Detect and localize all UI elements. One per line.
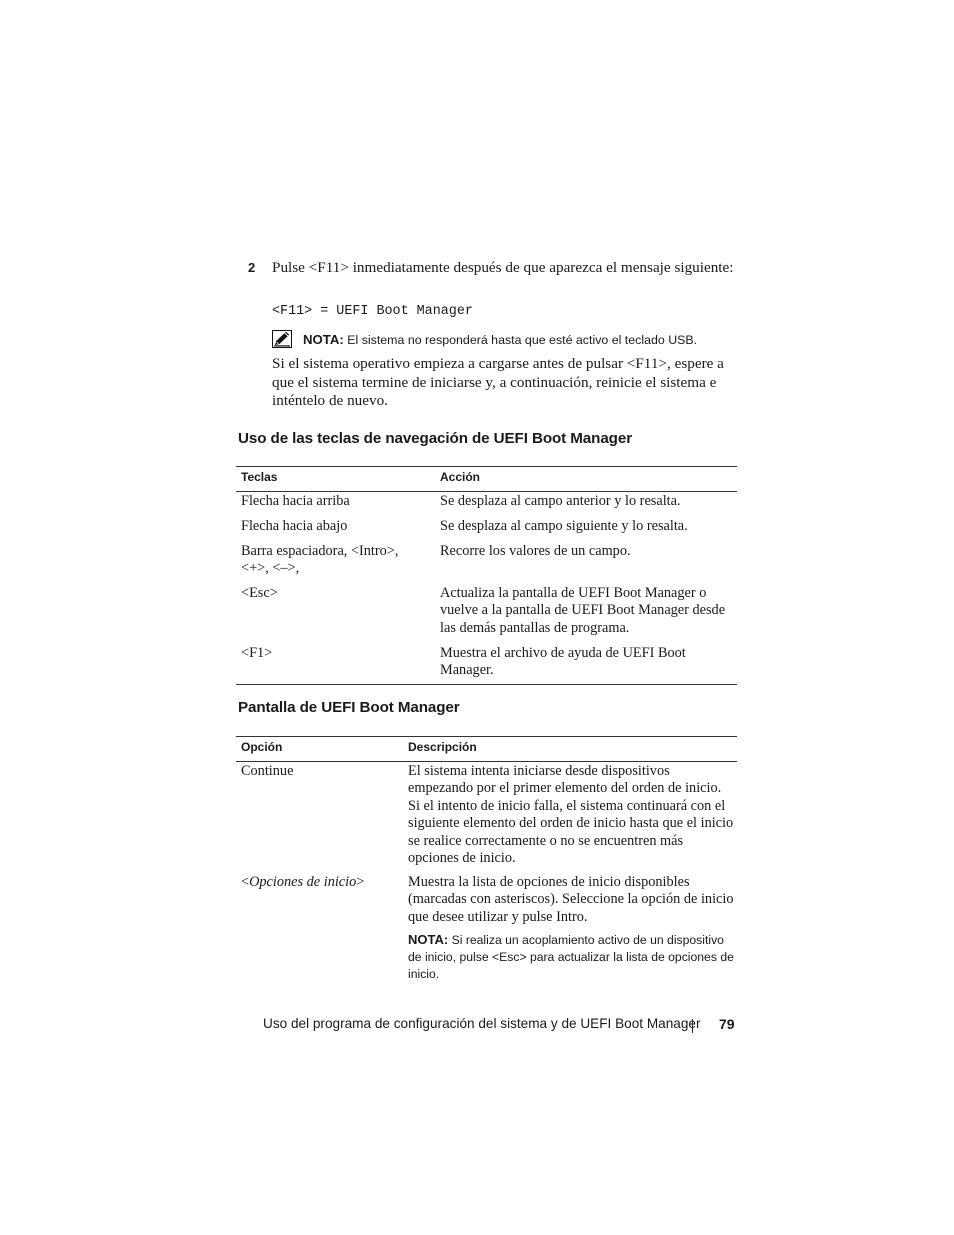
note-text: Si realiza un acoplamiento activo de un dispositivo de inicio, pulse <Esc> para actualizar la lista de opciones de inicio. (408, 933, 734, 981)
column-header-action: Acción (440, 470, 481, 484)
table-rule (236, 736, 737, 737)
section-heading-boot-manager-screen: Pantalla de UEFI Boot Manager (238, 699, 460, 716)
note-label: NOTA: (408, 932, 449, 947)
table-cell-key: Flecha hacia abajo (241, 518, 348, 534)
note-block (272, 330, 738, 350)
table-cell-action: Se desplaza al campo anterior y lo resalta. (440, 493, 681, 509)
table-rule (236, 684, 737, 685)
table-cell-description: El sistema intenta iniciarse desde dispositivos empezando por el primer elemento del orden de inicio. Si el intento de inicio falla, el sistema continuará con el siguiente elemento del orden de inicio hasta que el inicio se realice correctamente o no se encuentren más opciones de inicio. (408, 763, 734, 867)
table-cell-action: Se desplaza al campo siguiente y lo resalta. (440, 518, 688, 534)
table-cell-action: Recorre los valores de un campo. (440, 543, 631, 559)
table-rule (236, 761, 737, 762)
note-text: El sistema no responderá hasta que esté activo el teclado USB. (347, 333, 698, 347)
table-cell-option: Continue (241, 763, 294, 779)
boot-manager-options-table (236, 736, 737, 986)
table-note (408, 931, 735, 983)
column-header-description: Descripción (408, 740, 477, 754)
table-rule (236, 491, 737, 492)
step-text: Pulse <F11> inmediatamente después de que aparezca el mensaje siguiente: (272, 259, 734, 276)
pencil-note-icon (272, 330, 292, 348)
code-message: <F11> = UEFI Boot Manager (272, 304, 473, 319)
note-label: NOTA: (303, 332, 344, 347)
column-header-keys: Teclas (241, 470, 278, 484)
table-cell-action: Muestra el archivo de ayuda de UEFI Boot Manager. (440, 645, 686, 679)
section-heading-navigation-keys: Uso de las teclas de navegación de UEFI Boot Manager (238, 430, 633, 447)
table-cell-key: <F1> (241, 645, 273, 661)
table-cell-action: Actualiza la pantalla de UEFI Boot Manager o vuelve a la pantalla de UEFI Boot Manager desde las demás pantallas de programa. (440, 585, 726, 636)
body-paragraph: Si el sistema operativo empieza a cargarse antes de pulsar <F11>, espere a que el sistema termine de iniciarse y, a continuación, reinicie el sistema e inténtelo de nuevo. (272, 355, 724, 409)
footer-separator (692, 1019, 693, 1033)
table-cell-key: Barra espaciadora, <Intro>, <+>, <–>, (241, 543, 399, 577)
table-rule (236, 466, 737, 467)
page-number: 79 (719, 1016, 735, 1032)
table-cell-key: Flecha hacia arriba (241, 493, 350, 509)
navigation-keys-table (236, 466, 737, 686)
step-number: 2 (248, 260, 256, 275)
table-cell-key: <Esc> (241, 585, 278, 601)
table-cell-option: <Opciones de inicio> (241, 874, 365, 890)
footer-title: Uso del programa de configuración del sistema y de UEFI Boot Manager (263, 1016, 701, 1031)
table-cell-description: Muestra la lista de opciones de inicio disponibles (marcadas con asteriscos). Seleccione la opción de inicio que desee utilizar y pulse Intro. (408, 874, 734, 925)
column-header-option: Opción (241, 740, 283, 754)
